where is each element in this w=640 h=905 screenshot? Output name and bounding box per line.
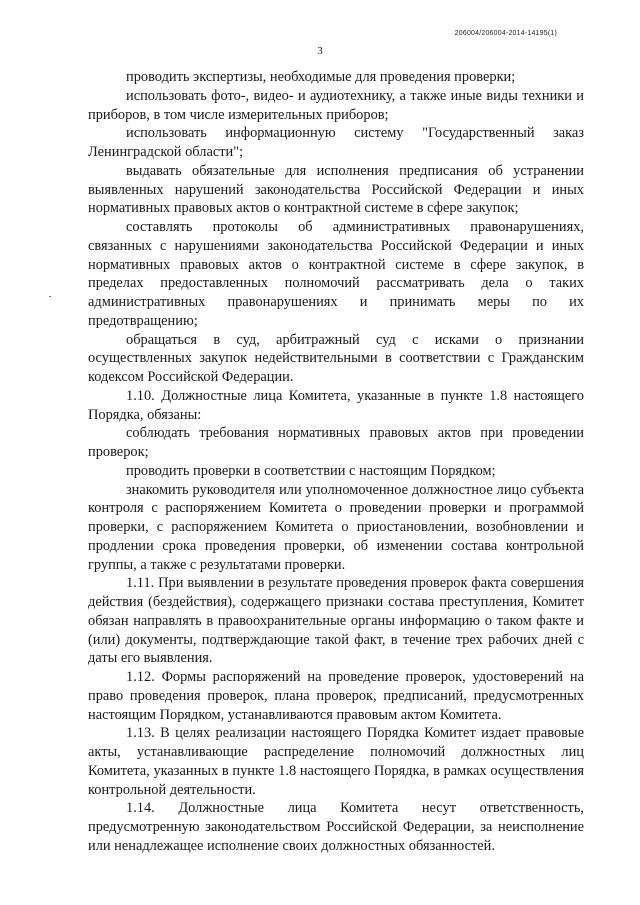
page-number: 3 <box>317 45 323 57</box>
paragraph: составлять протоколы об административных правонарушениях, связанных с нарушениями законодательства Российской Федерации и иных нормативных правовых актов о контрактной системе в сфере закупок, в пределах предоставленных полномочий рассматривать дела о таких административных правонарушениях и принимать меры по их предотвращению; <box>88 219 584 329</box>
document-body <box>88 68 584 856</box>
paragraph: использовать информационную систему "Государственный заказ Ленинградской области"; <box>88 125 584 160</box>
paragraph: знакомить руководителя или уполномоченное должностное лицо субъекта контроля с распоряжением Комитета о проведении проверки и программой проверки, с распоряжением Комитета о приостановлении, возобновлении и продлении срока проведения проверки, об изменении состава контрольной группы, а также с результатами проверки. <box>88 481 584 573</box>
document-id: 206004/206004-2014-14195(1) <box>454 30 557 37</box>
margin-mark <box>49 296 51 297</box>
paragraph: 1.14. Должностные лица Комитета несут ответственность, предусмотренную законодательством Российской Федерации, за неисполнение или ненадлежащее исполнение своих должностных обязанностей. <box>88 800 584 854</box>
paragraph: 1.11. При выявлении в результате проведения проверок факта совершения действия (бездействия), содержащего признаки состава преступления, Комитет обязан направлять в правоохранительные органы информацию о таком факте и (или) документы, подтверждающие такой факт, в течение трех рабочих дней с даты его выявления. <box>88 575 584 667</box>
paragraph: проводить проверки в соответствии с настоящим Порядком; <box>126 462 496 479</box>
paragraph: использовать фото-, видео- и аудиотехнику, а также иные виды техники и приборов, в том числе измерительных приборов; <box>88 87 584 123</box>
paragraph: 1.12. Формы распоряжений на проведение проверок, удостоверений на право проведения проверок, плана проверок, предписаний, предусмотренных настоящим Порядком, устанавливаются правовым актом Комитета. <box>88 669 584 723</box>
paragraph: соблюдать требования нормативных правовых актов при проведении проверок; <box>88 425 584 460</box>
paragraph: проводить экспертизы, необходимые для проведения проверки; <box>126 69 516 85</box>
paragraph: выдавать обязательные для исполнения предписания об устранении выявленных нарушений законодательства Российской Федерации и иных нормативных правовых актов о контрактной системе в сфере закупок; <box>88 162 584 217</box>
paragraph: 1.10. Должностные лица Комитета, указанные в пункте 1.8 настоящего Порядка, обязаны: <box>88 387 584 423</box>
paragraph: 1.13. В целях реализации настоящего Порядка Комитет издает правовые акты, устанавливающие распределение полномочий должностных лиц Комитета, указанных в пункте 1.8 настоящего Порядка, в рамках осуществления контрольной деятельности. <box>88 725 584 798</box>
paragraph: обращаться в суд, арбитражный суд с исками о признании осуществленных закупок недействительными в соответствии с Гражданским кодексом Российской Федерации. <box>88 331 584 385</box>
